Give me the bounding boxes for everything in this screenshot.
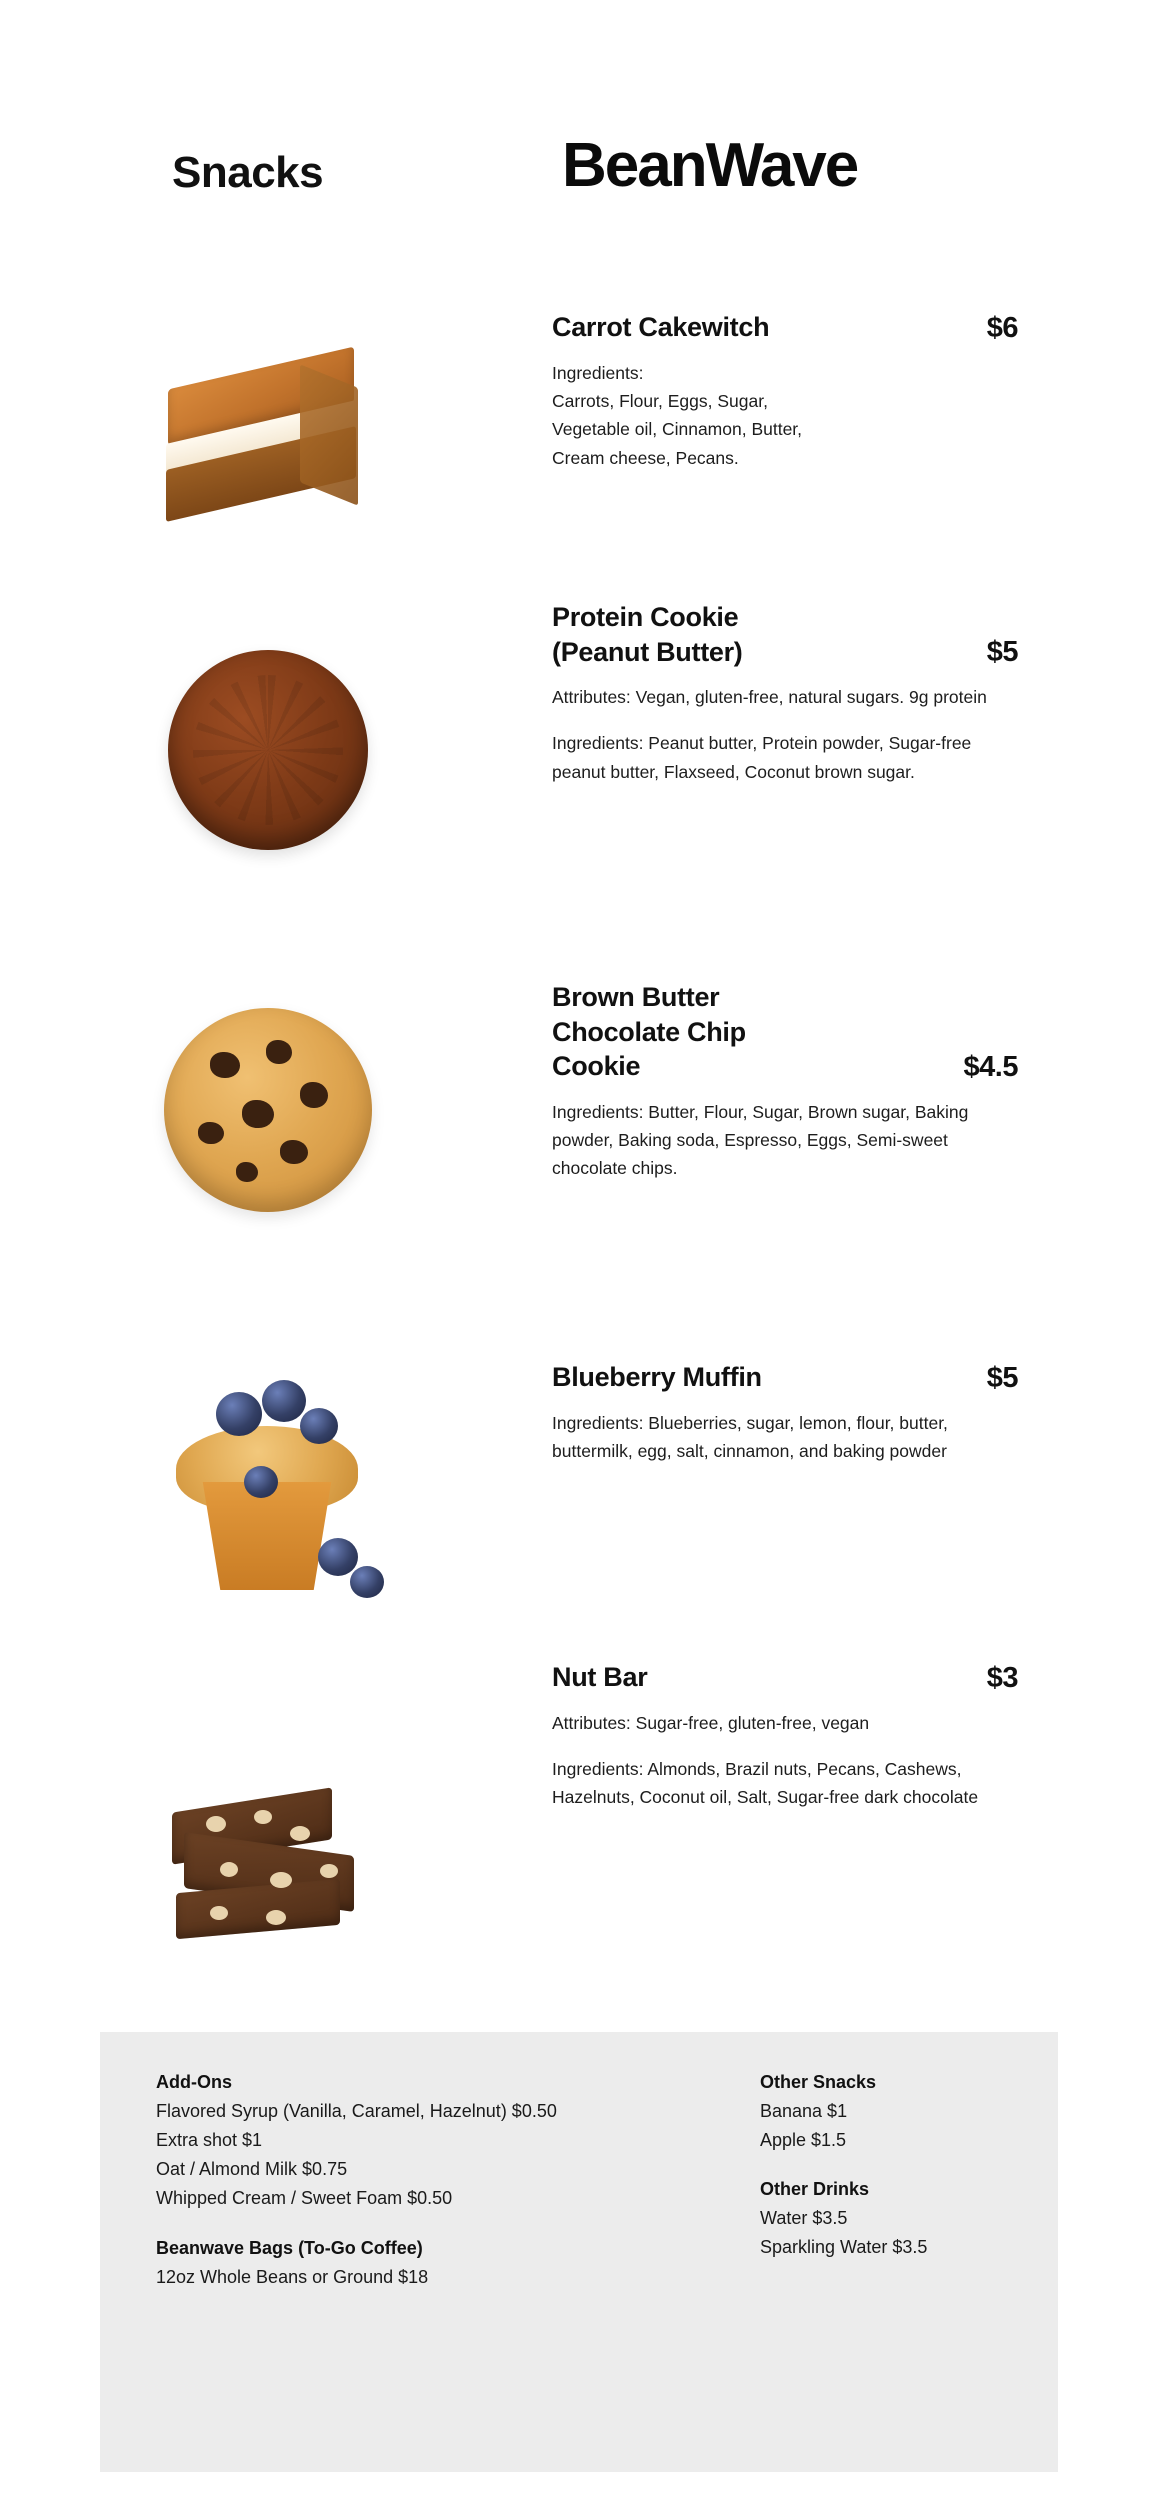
menu-item-name: Carrot Cakewitch [552,312,770,342]
menu-item-price: $5 [986,1361,1018,1394]
addons-heading: Add-Ons [156,2072,232,2092]
other-snacks-heading: Other Snacks [760,2072,877,2092]
menu-item-name: Blueberry Muffin [552,1362,762,1392]
menu-item-head [552,1660,1022,1695]
other-drinks-item: Sparkling Water $3.5 [760,2237,928,2258]
menu-item-description: Ingredients: Butter, Flour, Sugar, Brown sugar, Baking powder, Baking soda, Espresso, Eggs, Semi-sweet chocolate chips. [552,1101,969,1179]
nut-bar-image [150,1740,390,1980]
chocolate-chip-cookie-image [150,990,390,1230]
footer-right-column [760,2072,1060,2263]
menu-item-description: Ingredients: Peanut butter, Protein powder, Sugar-free peanut butter, Flaxseed, Coconut brown sugar. [552,733,972,782]
other-snacks-item: Banana $1 [760,2101,848,2121]
carrot-cakewitch-image [150,330,390,570]
page-title: Snacks [172,148,324,197]
spacer [156,2214,716,2238]
menu-item-head [552,310,1022,345]
menu-item-name: Protein Cookie (Peanut Butter) [552,602,743,667]
addons-item: Whipped Cream / Sweet Foam $0.50 [156,2188,453,2209]
menu-item-head [552,600,1022,669]
menu-item-description: Ingredients: Almonds, Brazil nuts, Pecans, Cashews, Hazelnuts, Coconut oil, Salt, Sugar-free dark chocolate [552,1758,979,1808]
protein-cookie-image [150,630,390,870]
menu-item-head [552,980,1022,1084]
addons-item: Oat / Almond Milk $0.75 [156,2159,348,2180]
other-drinks-heading: Other Drinks [760,2179,870,2200]
bags-item: 12oz Whole Beans or Ground $18 [156,2266,429,2287]
addons-item: Extra shot $1 [156,2130,263,2151]
menu-item-price: $4.5 [963,1050,1018,1083]
blueberry-muffin-image [150,1370,390,1610]
other-drinks-item: Water $3.5 [760,2208,848,2229]
footer-panel [100,2032,1058,2472]
spacer [760,2155,1060,2179]
menu-item-name: Nut Bar [552,1662,648,1692]
menu-item-attributes: Attributes: Vegan, gluten-free, natural sugars. 9g protein [552,687,987,708]
menu-item-attributes: Attributes: Sugar-free, gluten-free, vegan [552,1712,870,1733]
menu-item-description: Ingredients: Blueberries, sugar, lemon, flour, butter, buttermilk, egg, salt, cinnamon, and baking powder [552,1412,948,1461]
menu-header [0,130,1158,240]
menu-item-price: $5 [986,636,1018,669]
footer-left-column [156,2072,716,2292]
menu-item-body [552,600,1022,786]
menu-item-body [552,1360,1022,1465]
other-snacks-item: Apple $1.5 [760,2130,847,2151]
addons-item: Flavored Syrup (Vanilla, Caramel, Hazelnut) $0.50 [156,2101,557,2121]
menu-item-price: $3 [986,1661,1018,1694]
menu-item-body [552,1660,1022,1812]
menu-item-name: Brown Butter Chocolate Chip Cookie [552,982,746,1082]
menu-item-head [552,1360,1022,1395]
menu-item-description: Ingredients: Carrots, Flour, Eggs, Sugar, Vegetable oil, Cinnamon, Butter, Cream cheese, Pecans. [552,362,803,468]
bags-heading: Beanwave Bags (To-Go Coffee) [156,2237,423,2258]
brand-logo-text: BeanWave [562,131,858,200]
menu-item-body [552,980,1022,1183]
menu-item-price: $6 [986,311,1018,344]
menu-item-body [552,310,1022,472]
